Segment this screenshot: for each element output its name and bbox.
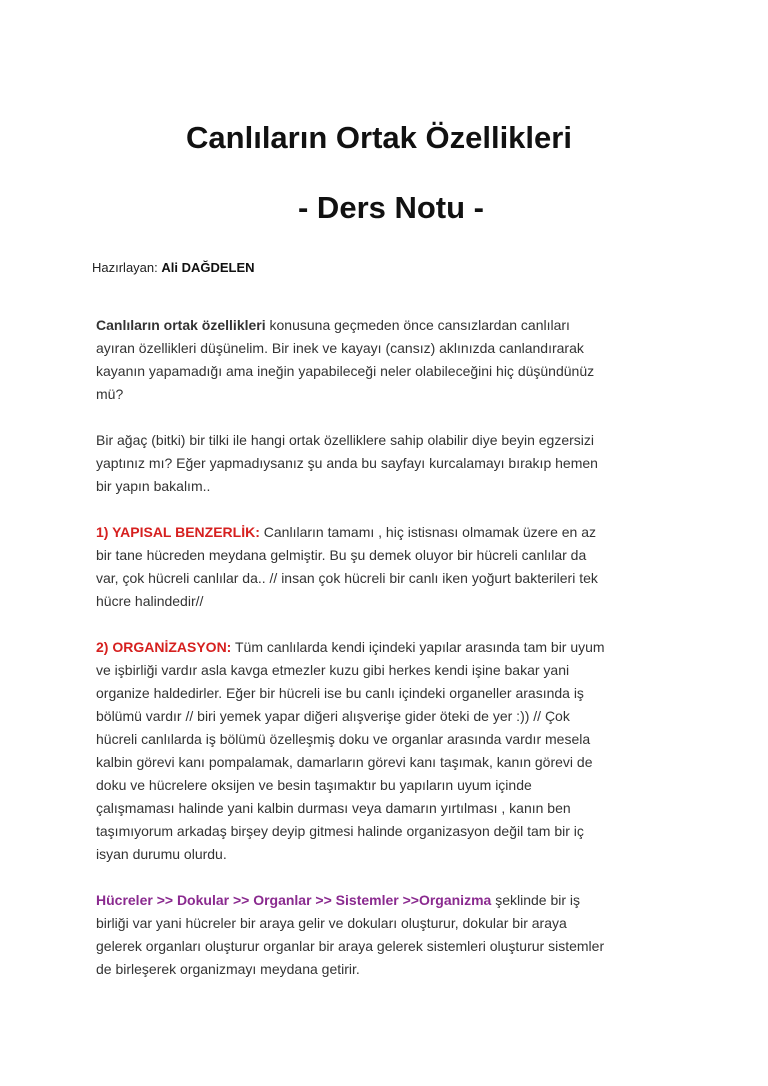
organization-line: taşımıyorum arkadaş birşey deyip gitmesi halinde organizasyon değil tam bir iç xyxy=(96,823,584,839)
organization-line: isyan durumu olurdu. xyxy=(96,846,227,862)
question-line: bir yapın bakalım.. xyxy=(96,478,211,494)
organization-line: bölümü vardır // biri yemek yapar diğeri alışverişe gider öteki de yer :)) // Çok xyxy=(96,708,570,724)
organization-line: hücreli canlılarda iş bölümü özelleşmiş doku ve organlar arasında vardır mesela xyxy=(96,731,591,747)
organization-line: Tüm canlılarda kendi içindeki yapılar arasında tam bir uyum xyxy=(231,639,605,655)
paragraph-intro xyxy=(96,314,676,406)
structural-heading: 1) YAPISAL BENZERLİK: xyxy=(96,524,260,540)
paragraph-hierarchy xyxy=(96,889,676,981)
paragraph-organization xyxy=(96,636,676,866)
document-body xyxy=(96,314,676,1004)
intro-line: konusuna geçmeden önce cansızlardan canlıları xyxy=(265,317,570,333)
structural-line: hücre halindedir// xyxy=(96,593,204,609)
paragraph-structural xyxy=(96,521,676,613)
hierarchy-heading: Hücreler >> Dokular >> Organlar >> Sistemler >>Organizma xyxy=(96,892,492,908)
hierarchy-line: gelerek organları oluşturur organlar bir araya gelerek sistemleri oluşturur sistemler xyxy=(96,938,605,954)
hierarchy-line: şeklinde bir iş xyxy=(491,892,581,908)
organization-line: kalbin görevi kanı pompalamak, damarların görevi kanı taşımak, kanın görevi de xyxy=(96,754,593,770)
structural-line: bir tane hücreden meydana gelmiştir. Bu şu demek oluyor bir hücreli canlılar da xyxy=(96,547,587,563)
intro-lead: Canlıların ortak özellikleri xyxy=(96,317,266,333)
paragraph-question xyxy=(96,429,676,498)
organization-heading: 2) ORGANİZASYON: xyxy=(96,639,232,655)
structural-line: var, çok hücreli canlılar da.. // insan çok hücreli bir canlı iken yoğurt bakterileri tek xyxy=(96,570,598,586)
author-label: Hazırlayan: xyxy=(92,260,158,275)
hierarchy-line: birliği var yani hücreler bir araya gelir ve dokuları oluşturur, dokular bir araya xyxy=(96,915,567,931)
author-line xyxy=(92,259,255,277)
organization-line: ve işbirliği vardır asla kavga etmezler kuzu gibi herkes kendi işine bakar yani xyxy=(96,662,570,678)
document-title: Canlıların Ortak Özellikleri xyxy=(186,120,572,155)
author-name: Ali DAĞDELEN xyxy=(161,260,255,275)
document-subtitle: - Ders Notu - xyxy=(298,190,484,225)
organization-line: çalışmaması halinde yani kalbin durması veya damarın yırtılması , kanın ben xyxy=(96,800,571,816)
structural-line: Canlıların tamamı , hiç istisnası olmamak üzere en az xyxy=(259,524,597,540)
hierarchy-line: de birleşerek organizmayı meydana getirir. xyxy=(96,961,360,977)
intro-line: kayanın yapamadığı ama ineğin yapabileceği neler olabileceğini hiç düşündünüz xyxy=(96,363,595,379)
intro-line: ayıran özellikleri düşünelim. Bir inek ve kayayı (cansız) aklınızda canlandırarak xyxy=(96,340,584,356)
question-line: Bir ağaç (bitki) bir tilki ile hangi ortak özelliklere sahip olabilir diye beyin egzersizi xyxy=(96,432,594,448)
question-line: yaptınız mı? Eğer yapmadıysanız şu anda bu sayfayı kurcalamayı bırakıp hemen xyxy=(96,455,598,471)
intro-line: mü? xyxy=(96,386,124,402)
organization-line: doku ve hücrelere oksijen ve besin taşımaktır bu yapıların uyum içinde xyxy=(96,777,532,793)
organization-line: organize haldedirler. Eğer bir hücreli ise bu canlı içindeki organeller arasında iş xyxy=(96,685,584,701)
